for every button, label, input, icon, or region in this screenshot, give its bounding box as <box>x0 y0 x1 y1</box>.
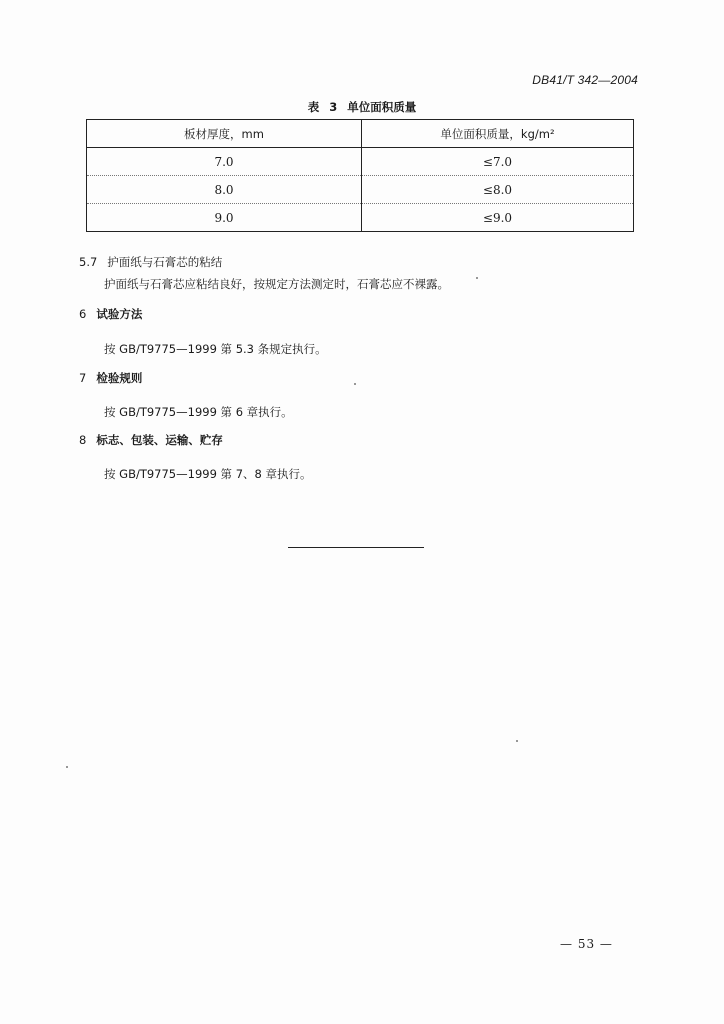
scan-speck <box>516 740 518 742</box>
table-header-row <box>87 120 634 148</box>
section-heading <box>79 306 142 322</box>
table-cell-thickness: 9.0 <box>87 204 362 232</box>
section-title: 试验方法 <box>96 307 143 321</box>
column-header-unit-mass: 单位面积质量，kg/m² <box>362 120 634 148</box>
section-body: 护面纸与石膏芯应粘结良好，按规定方法测定时，石膏芯应不裸露。 <box>104 277 449 291</box>
section-body: 按 GB/T9775—1999 第 5.3 条规定执行。 <box>104 342 327 356</box>
table-cell-unit-mass: ≤8.0 <box>362 176 634 204</box>
page-number: — 53 — <box>560 937 613 951</box>
table-cell-unit-mass: ≤9.0 <box>482 210 513 225</box>
table-row <box>87 176 634 204</box>
section-number: 8 <box>79 433 87 447</box>
scan-speck <box>66 766 68 768</box>
unit-area-mass-table <box>86 119 634 232</box>
scan-speck <box>354 383 356 385</box>
section-title: 护面纸与石膏芯的粘结 <box>107 255 223 269</box>
section-heading <box>79 254 222 270</box>
section-title: 标志、包装、运输、贮存 <box>96 433 223 447</box>
section-title: 检验规则 <box>96 371 143 385</box>
section-number: 6 <box>79 307 87 321</box>
table-cell-thickness: 7.0 <box>87 148 362 176</box>
section-body: 按 GB/T9775—1999 第 6 章执行。 <box>104 405 293 419</box>
table-cell-unit-mass: ≤7.0 <box>362 148 634 176</box>
section-heading <box>79 432 223 448</box>
scan-speck <box>476 277 478 279</box>
table-caption: 表 3 单位面积质量 <box>307 100 417 114</box>
section-number: 7 <box>79 371 87 385</box>
section-number: 5.7 <box>79 255 98 269</box>
section-heading <box>79 370 142 386</box>
end-of-text-rule <box>288 547 424 548</box>
document-code: DB41/T 342—2004 <box>532 73 638 87</box>
table-row <box>87 148 634 176</box>
column-header-thickness: 板材厚度，mm <box>87 120 362 148</box>
table-row <box>87 204 634 232</box>
table-cell-thickness: 8.0 <box>87 176 362 204</box>
section-body: 按 GB/T9775—1999 第 7、8 章执行。 <box>104 467 312 481</box>
